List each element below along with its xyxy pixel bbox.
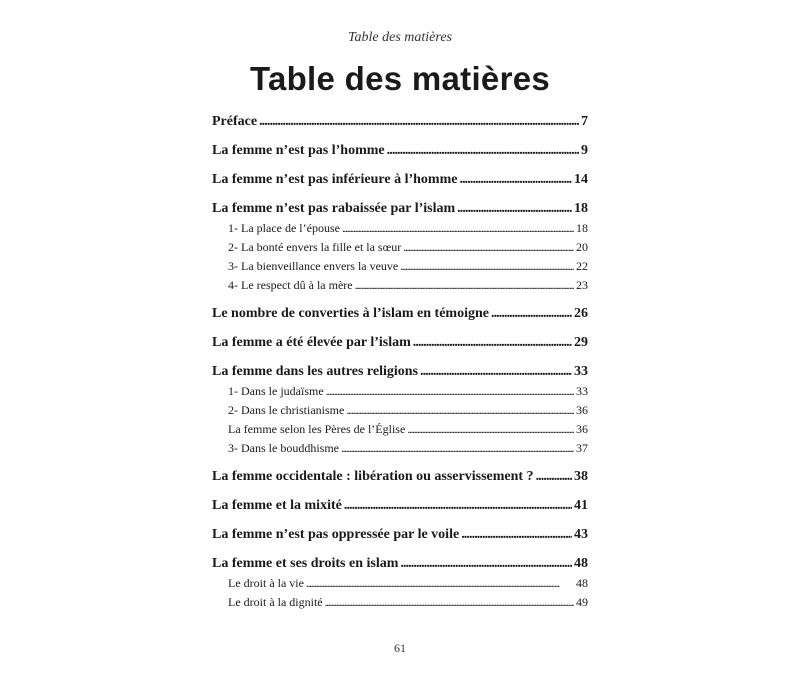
toc-subentry-title: 3- La bienveillance envers la veuve (228, 259, 399, 273)
toc-chapter (212, 362, 588, 382)
dot-leader (491, 304, 572, 324)
toc-subentry-page: 20 (576, 240, 588, 254)
dot-leader (344, 496, 572, 516)
dot-leader (325, 593, 574, 612)
dot-leader (459, 170, 572, 190)
dot-leader (355, 276, 574, 295)
dot-leader (387, 141, 579, 161)
toc-chapter (212, 554, 588, 574)
toc-chapter-title: Le nombre de converties à l’islam en témoigne (212, 306, 489, 321)
toc-subentry-title: La femme selon les Pères de l’Église (228, 422, 406, 436)
dot-leader (341, 439, 574, 458)
toc-subentry-page: 48 (576, 576, 588, 590)
toc-chapter-page: 9 (581, 143, 588, 158)
table-of-contents (212, 112, 588, 612)
toc-chapter (212, 141, 588, 161)
toc-subentry (212, 439, 588, 458)
toc-chapter-title: Préface (212, 114, 258, 129)
toc-chapter-page: 14 (574, 172, 588, 187)
toc-chapter-title: La femme et ses droits en islam (212, 556, 399, 571)
toc-subentry (212, 382, 588, 401)
dot-leader (457, 199, 572, 219)
toc-subentry-title: 1- Dans le judaïsme (228, 384, 324, 398)
dot-leader (346, 401, 574, 420)
dot-leader (413, 333, 572, 353)
toc-subentry (212, 574, 588, 593)
dot-leader (400, 257, 574, 276)
toc-chapter-page: 41 (574, 498, 588, 513)
toc-subentry-page: 33 (576, 384, 588, 398)
toc-chapter-title: La femme n’est pas rabaissée par l’islam (212, 201, 456, 216)
toc-subentry-title: 4- Le respect dû à la mère (228, 278, 353, 292)
toc-chapter (212, 199, 588, 219)
toc-subentry-title: 2- Dans le christianisme (228, 403, 345, 417)
toc-subentry-title: 2- La bonté envers la fille et la sœur (228, 240, 402, 254)
toc-subentry-title: 3- Dans le bouddhisme (228, 441, 339, 455)
toc-chapter (212, 496, 588, 516)
toc-chapter-title: La femme et la mixité (212, 498, 342, 513)
toc-chapter-title: La femme n’est pas oppressée par le voile (212, 527, 460, 542)
toc-subentry (212, 238, 588, 257)
toc-chapter-title: La femme n’est pas l’homme (212, 143, 385, 158)
dot-leader (326, 382, 574, 401)
toc-subentry (212, 219, 588, 238)
toc-subentry (212, 276, 588, 295)
toc-chapter (212, 525, 588, 545)
toc-chapter-page: 38 (574, 469, 588, 484)
toc-subentry (212, 401, 588, 420)
toc-chapter (212, 112, 588, 132)
toc-chapter (212, 170, 588, 190)
running-head: Table des matières (348, 30, 452, 45)
toc-subentry (212, 420, 588, 439)
toc-chapter-page: 7 (581, 114, 588, 129)
toc-chapter-page: 26 (574, 306, 588, 321)
dot-leader (342, 219, 574, 238)
dot-leader (403, 238, 574, 257)
toc-chapter-page: 43 (574, 527, 588, 542)
toc-chapter (212, 304, 588, 324)
toc-subentry (212, 593, 588, 612)
toc-subentry-page: 36 (576, 422, 588, 436)
toc-subentry-page: 37 (576, 441, 588, 455)
toc-subentry (212, 257, 588, 276)
toc-chapter-title: La femme dans les autres religions (212, 364, 418, 379)
dot-leader (461, 525, 572, 545)
page-title: Table des matières (249, 60, 551, 97)
toc-chapter (212, 333, 588, 353)
toc-subentry-page: 49 (576, 595, 588, 609)
dot-leader (536, 467, 572, 487)
dot-leader (306, 574, 574, 593)
toc-chapter-page: 33 (574, 364, 588, 379)
toc-subentry-page: 23 (576, 278, 588, 292)
dot-leader (420, 362, 572, 382)
toc-subentry-page: 22 (576, 259, 588, 273)
toc-subentry-title: Le droit à la vie (228, 576, 304, 590)
toc-subentry-page: 18 (576, 221, 588, 235)
dot-leader (400, 554, 572, 574)
dot-leader (259, 112, 579, 132)
toc-chapter-title: La femme n’est pas inférieure à l’homme (212, 172, 458, 187)
toc-chapter-title: La femme occidentale : libération ou asservissement ? (212, 469, 534, 484)
toc-chapter-page: 29 (574, 335, 588, 350)
toc-chapter-title: La femme a été élevée par l’islam (212, 335, 411, 350)
toc-subentry-page: 36 (576, 403, 588, 417)
toc-subentry-title: 1- La place de l’épouse (228, 221, 340, 235)
toc-subentry-title: Le droit à la dignité (228, 595, 323, 609)
toc-chapter-page: 18 (574, 201, 588, 216)
toc-chapter-page: 48 (574, 556, 588, 571)
page-number: 61 (394, 641, 406, 655)
dot-leader (407, 420, 574, 439)
toc-chapter (212, 467, 588, 487)
